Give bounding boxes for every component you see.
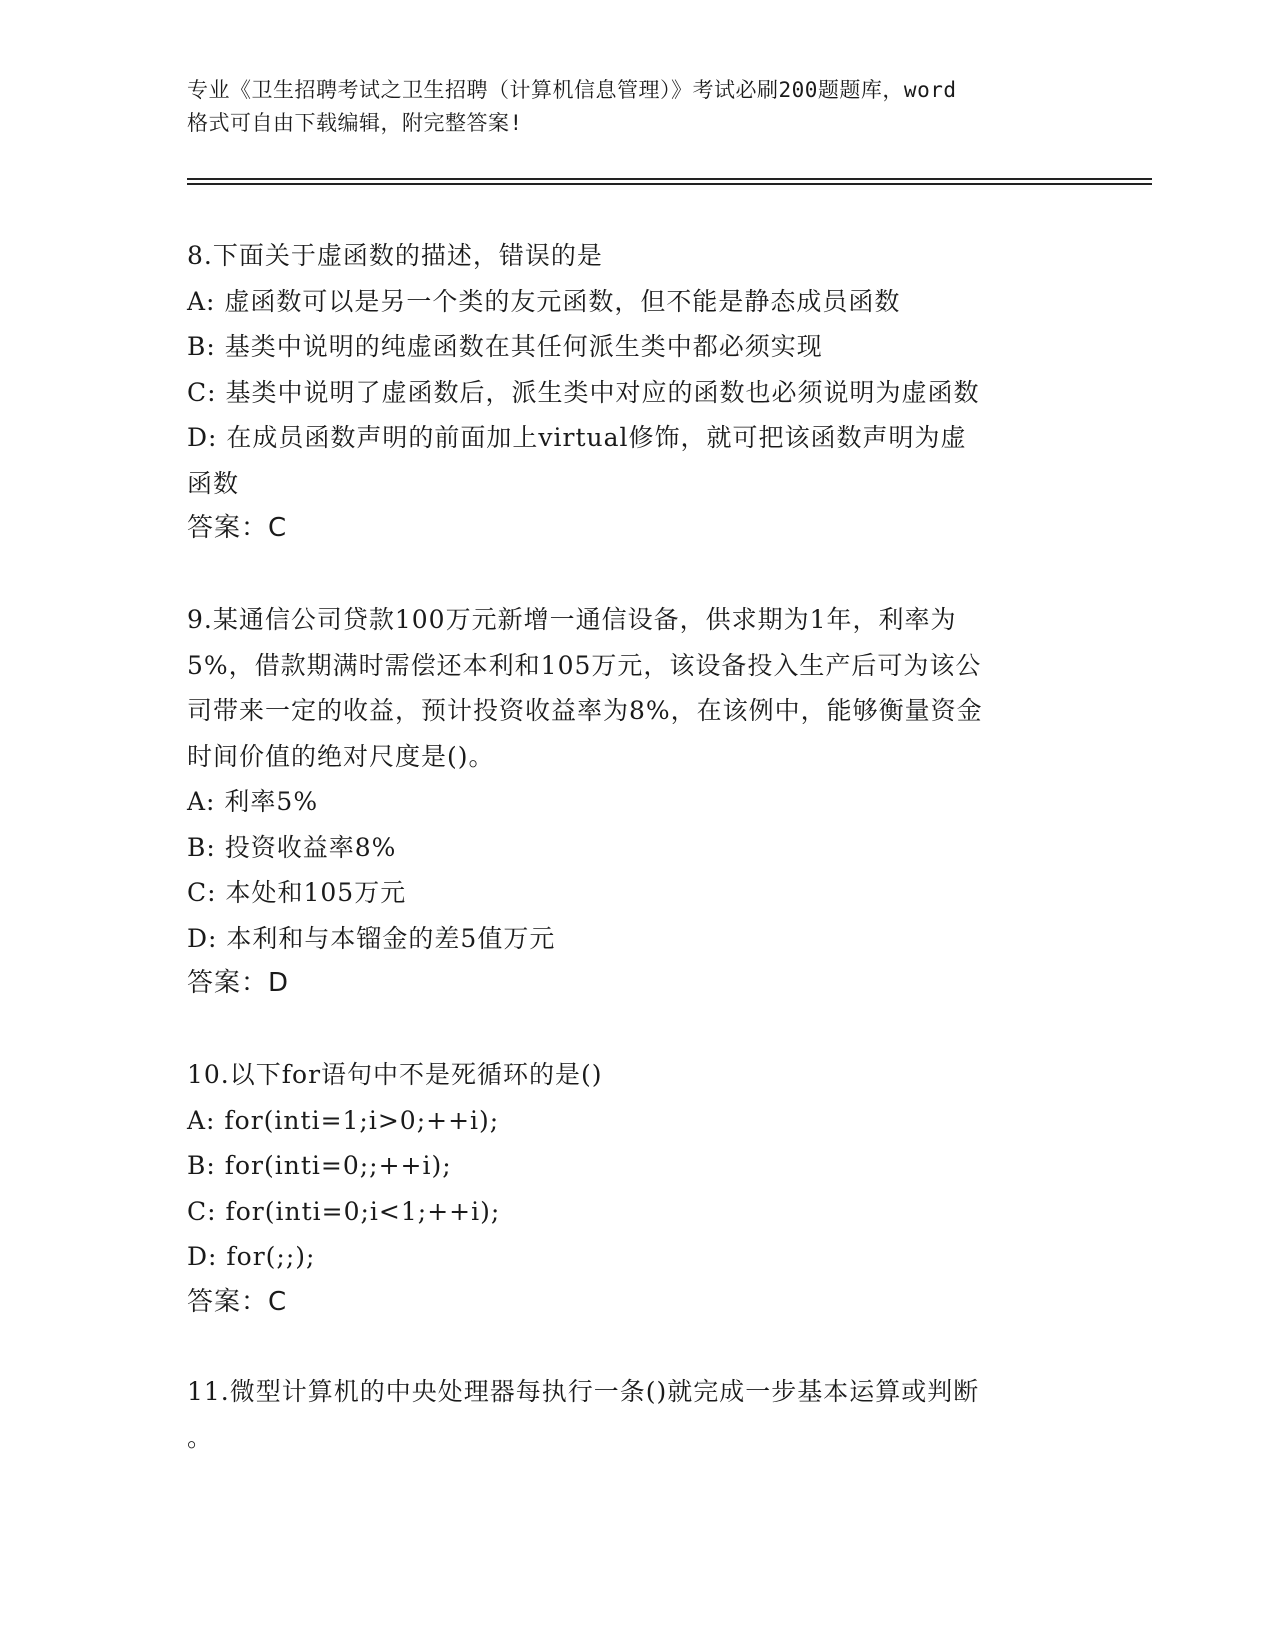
option-c: C: 本处和105万元 <box>187 878 407 907</box>
answer-label: 答案：C <box>187 1286 288 1317</box>
answer-label: 答案：D <box>187 968 290 998</box>
option-b: B: 投资收益率8% <box>187 832 397 862</box>
option-c: C: for(inti=0;i<1;++i); <box>187 1196 501 1226</box>
option-a: A: for(inti=1;i>0;++i); <box>187 1105 500 1135</box>
option-a: A: 虚函数可以是另一个类的友元函数，但不能是静态成员函数 <box>187 286 901 316</box>
question-stem-line-3: 司带来一定的收益，预计投资收益率为8%，在该例中，能够衡量资金 <box>187 696 983 725</box>
option-d: D: 本利和与本镏金的差5值万元 <box>187 923 556 953</box>
question-11 <box>187 1369 1087 1460</box>
answer-label: 答案：C <box>187 513 288 543</box>
header-divider-top <box>187 178 1152 180</box>
question-stem-line-1: 9.某通信公司贷款100万元新增一通信设备，供求期为1年，利率为 <box>187 605 957 634</box>
question-stem-line-2: 5%，借款期满时需偿还本利和105万元，该设备投入生产后可为该公 <box>187 650 982 680</box>
question-stem-line-2: 。 <box>187 1422 214 1452</box>
question-10 <box>187 1052 1087 1325</box>
header-title-line-2: 格式可自由下载编辑，附完整答案! <box>187 111 523 135</box>
question-stem: 8.下面关于虚函数的描述，错误的是 <box>187 241 603 270</box>
document-header <box>187 74 1087 140</box>
option-b: B: 基类中说明的纯虚函数在其任何派生类中都必须实现 <box>187 332 823 361</box>
question-stem-line-1: 11.微型计算机的中央处理器每执行一条()就完成一步基本运算或判断 <box>187 1377 980 1406</box>
question-9 <box>187 597 1087 1007</box>
option-d: D: 在成员函数声明的前面加上virtual修饰，就可把该函数声明为虚 <box>187 423 967 452</box>
header-title-line-1: 专业《卫生招聘考试之卫生招聘（计算机信息管理）》考试必刷200题题库，word <box>187 78 957 102</box>
question-stem-line-4: 时间价值的绝对尺度是()。 <box>187 741 495 771</box>
question-stem: 10.以下for语句中不是死循环的是() <box>187 1060 603 1089</box>
question-8 <box>187 233 1087 552</box>
option-c: C: 基类中说明了虚函数后，派生类中对应的函数也必须说明为虚函数 <box>187 377 980 407</box>
option-d-continuation: 函数 <box>187 468 240 498</box>
option-b: B: for(inti=0;;++i); <box>187 1151 452 1180</box>
option-d: D: for(;;); <box>187 1242 316 1271</box>
option-a: A: 利率5% <box>187 787 319 816</box>
header-divider-bottom <box>187 183 1152 185</box>
